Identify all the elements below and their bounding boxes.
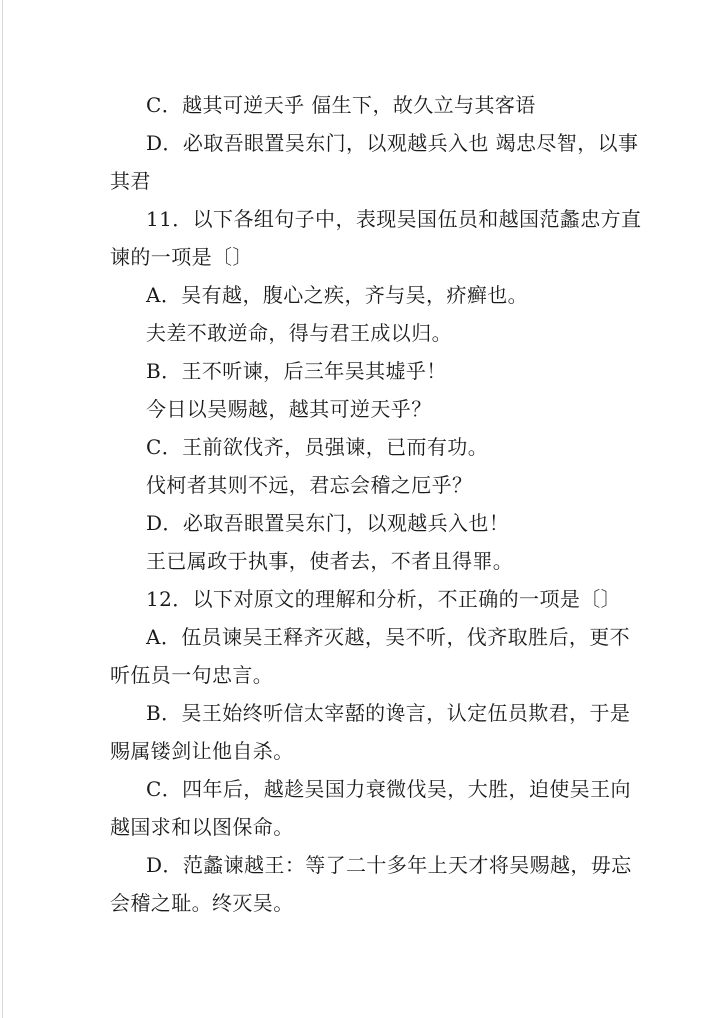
question-heading: 12．以下对原文的理解和分析，不正确的一项是〔〕 <box>146 587 622 611</box>
text-line: 伐柯者其则不远，君忘会稽之厄乎？ <box>146 473 473 497</box>
document-body <box>110 86 642 922</box>
text-line: 越国求和以图保命。 <box>110 815 294 839</box>
text-line: 赐属镂剑让他自杀。 <box>110 739 294 763</box>
text-line: 听伍员一句忠言。 <box>110 663 274 687</box>
option-line: C．四年后，越趁吴国力衰微伐吴，大胜，迫使吴王向 <box>146 777 631 801</box>
option-line: A．伍员谏吴王释齐灭越，吴不听，伐齐取胜后，更不 <box>146 625 631 649</box>
option-line: D．范蠡谏越王：等了二十多年上天才将吴赐越，毋忘 <box>146 853 632 877</box>
question-heading: 11．以下各组句子中，表现吴国伍员和越国范蠡忠方直 <box>146 207 642 231</box>
text-line: 其君 <box>110 169 151 193</box>
text-line: 谏的一项是〔〕 <box>110 245 253 269</box>
page-edge-divider <box>2 0 3 1018</box>
option-line: C．王前欲伐齐，员强谏，已而有功。 <box>146 435 489 459</box>
text-line: 会稽之耻。终灭吴。 <box>110 891 294 915</box>
text-line: 王已属政于执事，使者去，不者且得罪。 <box>146 549 514 573</box>
text-line: 夫差不敢逆命，得与君王成以归。 <box>146 321 452 345</box>
text-line: 今日以吴赐越，越其可逆天乎？ <box>146 397 432 421</box>
text-line: D．必取吾眼置吴东门，以观越兵入也 竭忠尽智，以事 <box>146 131 639 155</box>
text-line: C．越其可逆天乎 偪生下，故久立与其客语 <box>146 93 536 117</box>
option-line: B．吴王始终听信太宰嚭的谗言，认定伍员欺君，于是 <box>146 701 631 725</box>
option-line: D．必取吾眼置吴东门，以观越兵入也！ <box>146 511 510 535</box>
option-line: B．王不听谏，后三年吴其墟乎！ <box>146 359 447 383</box>
option-line: A．吴有越，腹心之疾，齐与吴，疥癣也。 <box>146 283 529 307</box>
